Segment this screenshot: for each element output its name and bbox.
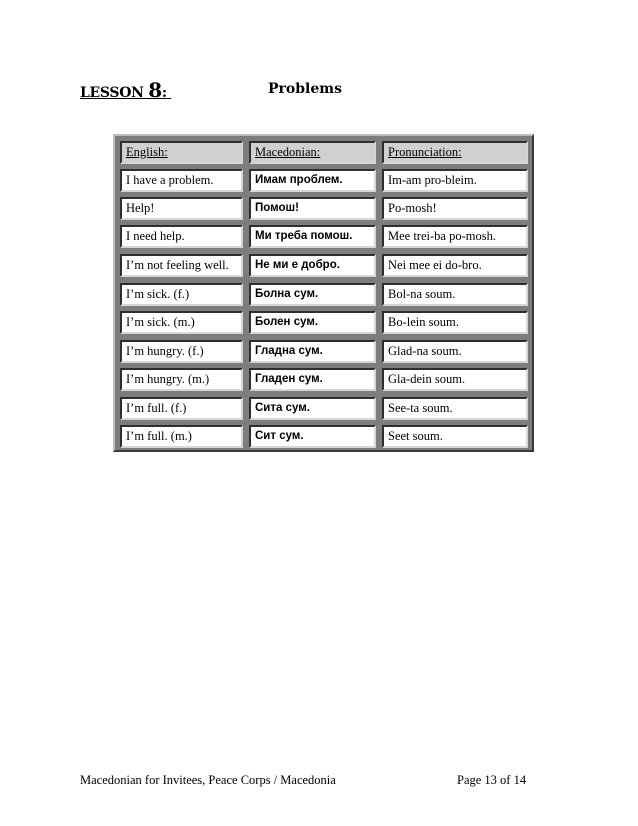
cell-macedonian: Гладен сум. [249,368,376,391]
header-macedonian: Macedonian: [249,141,376,164]
cell-english: I’m full. (m.) [120,425,243,448]
lesson-number: 8 [148,78,162,102]
phrase-table [113,134,534,452]
cell-english: I’m sick. (m.) [120,311,243,334]
cell-macedonian: Болен сум. [249,311,376,334]
cell-pronunciation: Bol-na soum. [382,283,528,306]
cell-macedonian: Сита сум. [249,397,376,420]
cell-macedonian: Болна сум. [249,283,376,306]
header-pronunciation: Pronunciation: [382,141,528,164]
cell-english: I’m hungry. (f.) [120,340,243,363]
cell-pronunciation: Gla-dein soum. [382,368,528,391]
lesson-topic: Problems [268,81,342,97]
cell-pronunciation: Seet soum. [382,425,528,448]
cell-macedonian: Помош! [249,197,376,220]
cell-pronunciation: Mee trei-ba po-mosh. [382,225,528,248]
cell-macedonian: Гладна сум. [249,340,376,363]
lesson-label: LESSON [80,85,144,101]
cell-pronunciation: Bo-lein soum. [382,311,528,334]
cell-english: I need help. [120,225,243,248]
cell-macedonian: Сит сум. [249,425,376,448]
cell-macedonian: Не ми е добро. [249,254,376,277]
header-english: English: [120,141,243,164]
cell-pronunciation: Im-am pro-bleim. [382,169,528,192]
cell-macedonian: Ми треба помош. [249,225,376,248]
footer-title: Macedonian for Invitees, Peace Corps / Macedonia [80,773,336,787]
cell-english: I’m hungry. (m.) [120,368,243,391]
cell-pronunciation: Nei mee ei do-bro. [382,254,528,277]
cell-english: I’m sick. (f.) [120,283,243,306]
cell-english: I’m full. (f.) [120,397,243,420]
cell-pronunciation: Po-mosh! [382,197,528,220]
cell-english: I’m not feeling well. [120,254,243,277]
cell-macedonian: Имам проблем. [249,169,376,192]
cell-pronunciation: Glad-na soum. [382,340,528,363]
cell-english: I have a problem. [120,169,243,192]
lesson-heading [80,78,171,102]
cell-pronunciation: See-ta soum. [382,397,528,420]
footer-page-number: Page 13 of 14 [457,773,527,787]
cell-english: Help! [120,197,243,220]
lesson-colon: : [161,85,167,101]
